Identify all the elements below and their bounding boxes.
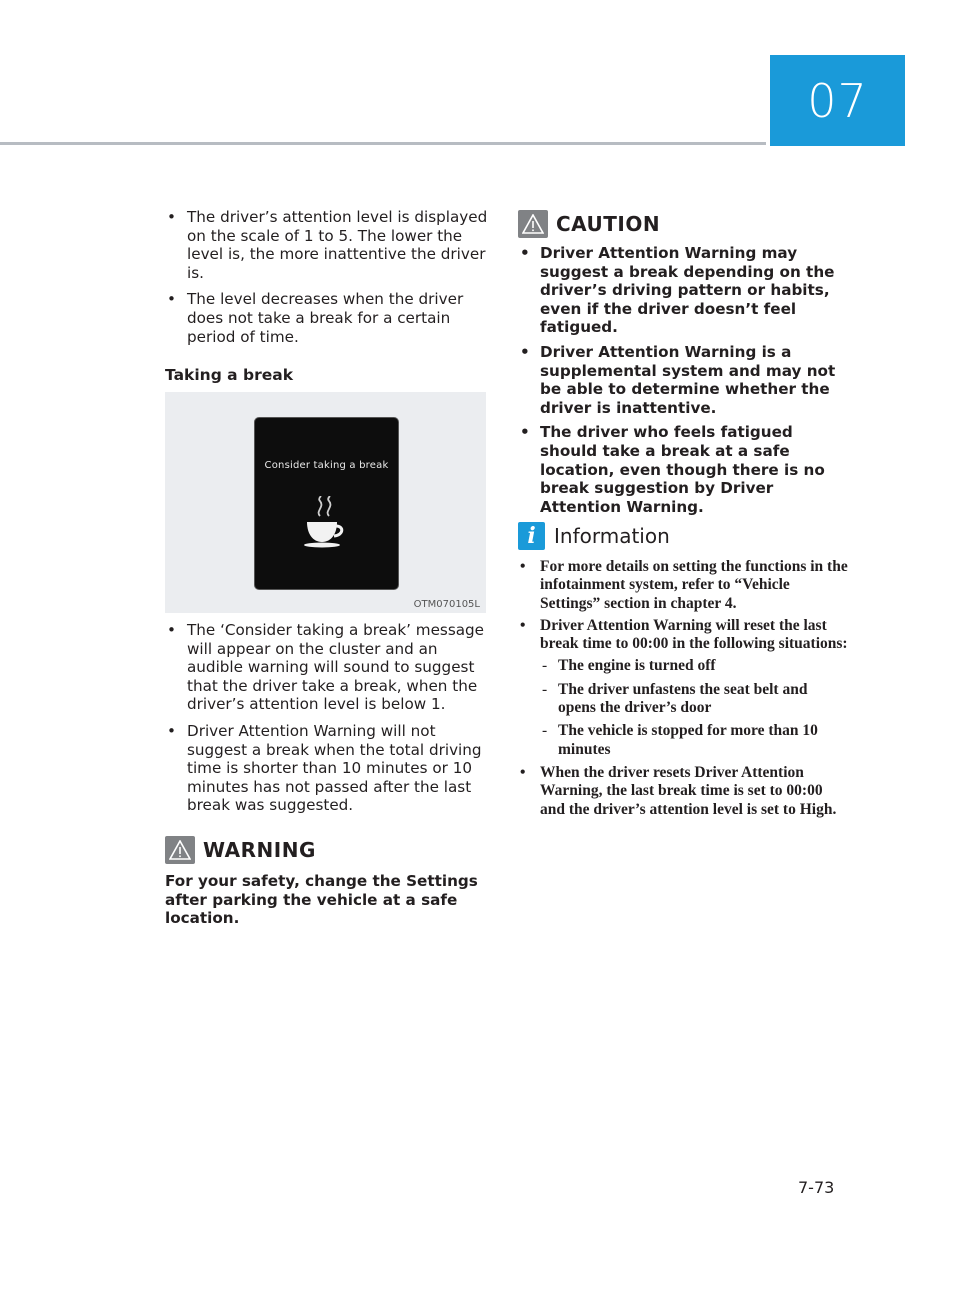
caution-heading: [518, 210, 848, 238]
steam-icon: [313, 496, 341, 518]
cluster-screen: [254, 417, 399, 590]
list-item: • When the driver resets Driver Attention Warning, the last break time is set to 00:00 and the driver’s attention level is set to High.: [518, 764, 848, 819]
warning-heading: [165, 836, 490, 864]
header-rule: [0, 142, 766, 145]
information-list: [518, 558, 848, 819]
list-item: • The driver who feels fatigued should take a break at a safe location, even though there is no break suggestion by Driver Attention Warning.: [518, 423, 848, 516]
warning-text: For your safety, change the Settings after parking the vehicle at a safe location.: [165, 872, 478, 928]
information-title: Information: [554, 524, 670, 548]
sub-list-item: - The engine is turned off: [540, 657, 848, 675]
list-item: • The driver’s attention level is displayed on the scale of 1 to 5. The lower the level is, the more inattentive the driver is.: [165, 208, 490, 282]
list-item: • Driver Attention Warning is a supplemental system and may not be able to determine whether the driver is inattentive.: [518, 343, 848, 417]
sub-list-item: - The vehicle is stopped for more than 10 minutes: [540, 722, 848, 759]
screen-message: Consider taking a break: [264, 460, 389, 471]
warning-box: [165, 836, 490, 928]
caution-title: CAUTION: [556, 212, 661, 236]
list-item-text: Driver Attention Warning will reset the last break time to 00:00 in the following situations:: [540, 616, 848, 653]
caution-box: [518, 210, 848, 516]
cluster-figure: [165, 392, 486, 613]
coffee-cup-icon: [303, 520, 353, 550]
section-heading: Taking a break: [165, 366, 294, 384]
information-heading: [518, 522, 848, 550]
caution-list: [518, 244, 848, 516]
reset-situations-list: [540, 657, 848, 758]
list-item: [518, 617, 848, 759]
list-item: • Driver Attention Warning may suggest a break depending on the driver’s driving pattern or habits, even if the driver doesn’t feel fatigued.: [518, 244, 848, 337]
chapter-tab: 07: [770, 55, 905, 146]
sub-list-item: - The driver unfastens the seat belt and opens the driver’s door: [540, 681, 848, 718]
break-message-bullets: [165, 621, 490, 823]
list-item: • The ‘Consider taking a break’ message will appear on the cluster and an audible warning will sound to suggest that the driver take a break, when the driver’s attention level is below 1.: [165, 621, 490, 714]
list-item: • The level decreases when the driver does not take a break for a certain period of time.: [165, 290, 490, 346]
warning-icon: [165, 836, 195, 864]
list-item: • For more details on setting the functions in the infotainment system, refer to “Vehicle Settings” section in chapter 4.: [518, 558, 848, 613]
caution-icon: [518, 210, 548, 238]
attention-level-bullets: [165, 208, 490, 354]
information-box: [518, 522, 848, 819]
list-item: • Driver Attention Warning will not suggest a break when the total driving time is shorter than 10 minutes or 10 minutes has not passed after the last break was suggested.: [165, 722, 490, 815]
page-number: 7-73: [798, 1178, 835, 1197]
info-icon: i: [518, 522, 545, 550]
warning-title: WARNING: [203, 838, 316, 862]
figure-code: OTM070105L: [413, 599, 480, 610]
